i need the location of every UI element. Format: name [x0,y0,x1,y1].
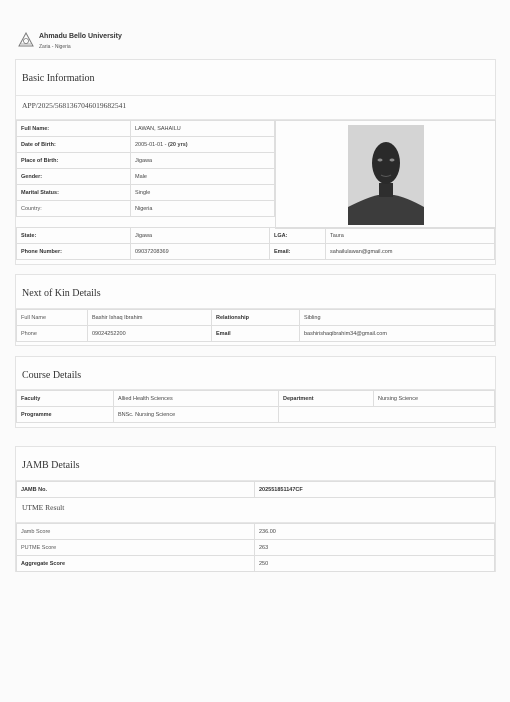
passport-photo [348,125,424,225]
table-row [17,310,495,326]
putme-score-label: PUTME Score [17,540,255,556]
table-row [17,326,495,342]
section-title: Course Details [22,370,82,381]
dob-label: Date of Birth: [17,137,131,153]
place-of-birth-label: Place of Birth: [17,153,131,169]
lga-value: Taura [326,228,495,244]
marital-status-value: Single [131,185,275,201]
section-title: JAMB Details [22,460,80,471]
table-row [17,244,495,260]
jamb-score-value: 236.00 [255,524,495,540]
table-row [17,391,495,407]
programme-value: BNSc. Nursing Science [114,407,279,423]
basic-information-card [15,59,496,265]
putme-score-value: 263 [255,540,495,556]
section-title: Basic Information [22,73,95,84]
country-label: Country: [17,201,131,217]
table-row [17,228,495,244]
table-row [17,482,495,498]
dob-value [131,137,275,153]
kin-relationship-value: Sibling [300,310,495,326]
dob-date: 2005-01-01 - [135,141,169,148]
kin-phone-value: 09024252200 [88,326,212,342]
lga-label: LGA: [270,228,326,244]
kin-phone-label: Phone [17,326,88,342]
university-logo-icon [18,32,34,48]
email-label: Email: [270,244,326,260]
jamb-details-card [15,446,496,572]
state-label: State: [17,228,131,244]
basic-info-table [16,120,275,217]
phone-value: 09037208369 [131,244,270,260]
kin-email-value: bashirishaqibrahim34@gmail.com [300,326,495,342]
faculty-value: Allied Health Sciences [114,391,279,407]
empty-cell [279,407,495,423]
jamb-number-value: 202551851147CF [255,482,495,498]
table-row [17,201,275,217]
country-value: Nigeria [131,201,275,217]
department-value: Nursing Science [374,391,495,407]
table-row [17,169,275,185]
section-title: Next of Kin Details [22,288,101,299]
jamb-score-label: Jamb Score [17,524,255,540]
kin-email-label: Email [212,326,300,342]
gender-label: Gender: [17,169,131,185]
marital-status-label: Marital Status: [17,185,131,201]
table-row [17,153,275,169]
place-of-birth-value: Jigawa [131,153,275,169]
photo-frame [275,120,496,229]
dob-age: (20 yrs) [168,141,188,148]
course-details-card [15,356,496,428]
utme-result-title: UTME Result [22,503,65,512]
kin-fullname-value: Bashir Ishaq Ibrahim [88,310,212,326]
next-of-kin-table [16,309,495,342]
kin-relationship-label: Relationship [212,310,300,326]
utme-result-table [16,523,495,572]
next-of-kin-card [15,274,496,346]
application-number: APP/2025/56813670460196825​41 [22,101,127,110]
full-name-value: LAWAN, SAHAILU [131,121,275,137]
university-location: Zaria - Nigeria [39,44,71,50]
table-row [17,556,495,572]
divider [16,95,495,96]
table-row [17,137,275,153]
kin-fullname-label: Full Name [17,310,88,326]
phone-label: Phone Number: [17,244,131,260]
basic-info-table-bottom [16,227,495,260]
table-row [17,524,495,540]
aggregate-score-value: 250 [255,556,495,572]
full-name-label: Full Name: [17,121,131,137]
email-value: sahailulawan@gmail.com [326,244,495,260]
course-details-table [16,390,495,423]
university-name: Ahmadu Bello University [39,33,122,40]
jamb-number-label: JAMB No. [17,482,255,498]
table-row [17,407,495,423]
department-label: Department [279,391,374,407]
gender-value: Male [131,169,275,185]
table-row [17,121,275,137]
jamb-number-table [16,481,495,498]
header [18,30,318,54]
aggregate-score-label: Aggregate Score [17,556,255,572]
table-row [17,185,275,201]
programme-label: Programme [17,407,114,423]
state-value: Jigawa [131,228,270,244]
table-row [17,540,495,556]
faculty-label: Faculty [17,391,114,407]
